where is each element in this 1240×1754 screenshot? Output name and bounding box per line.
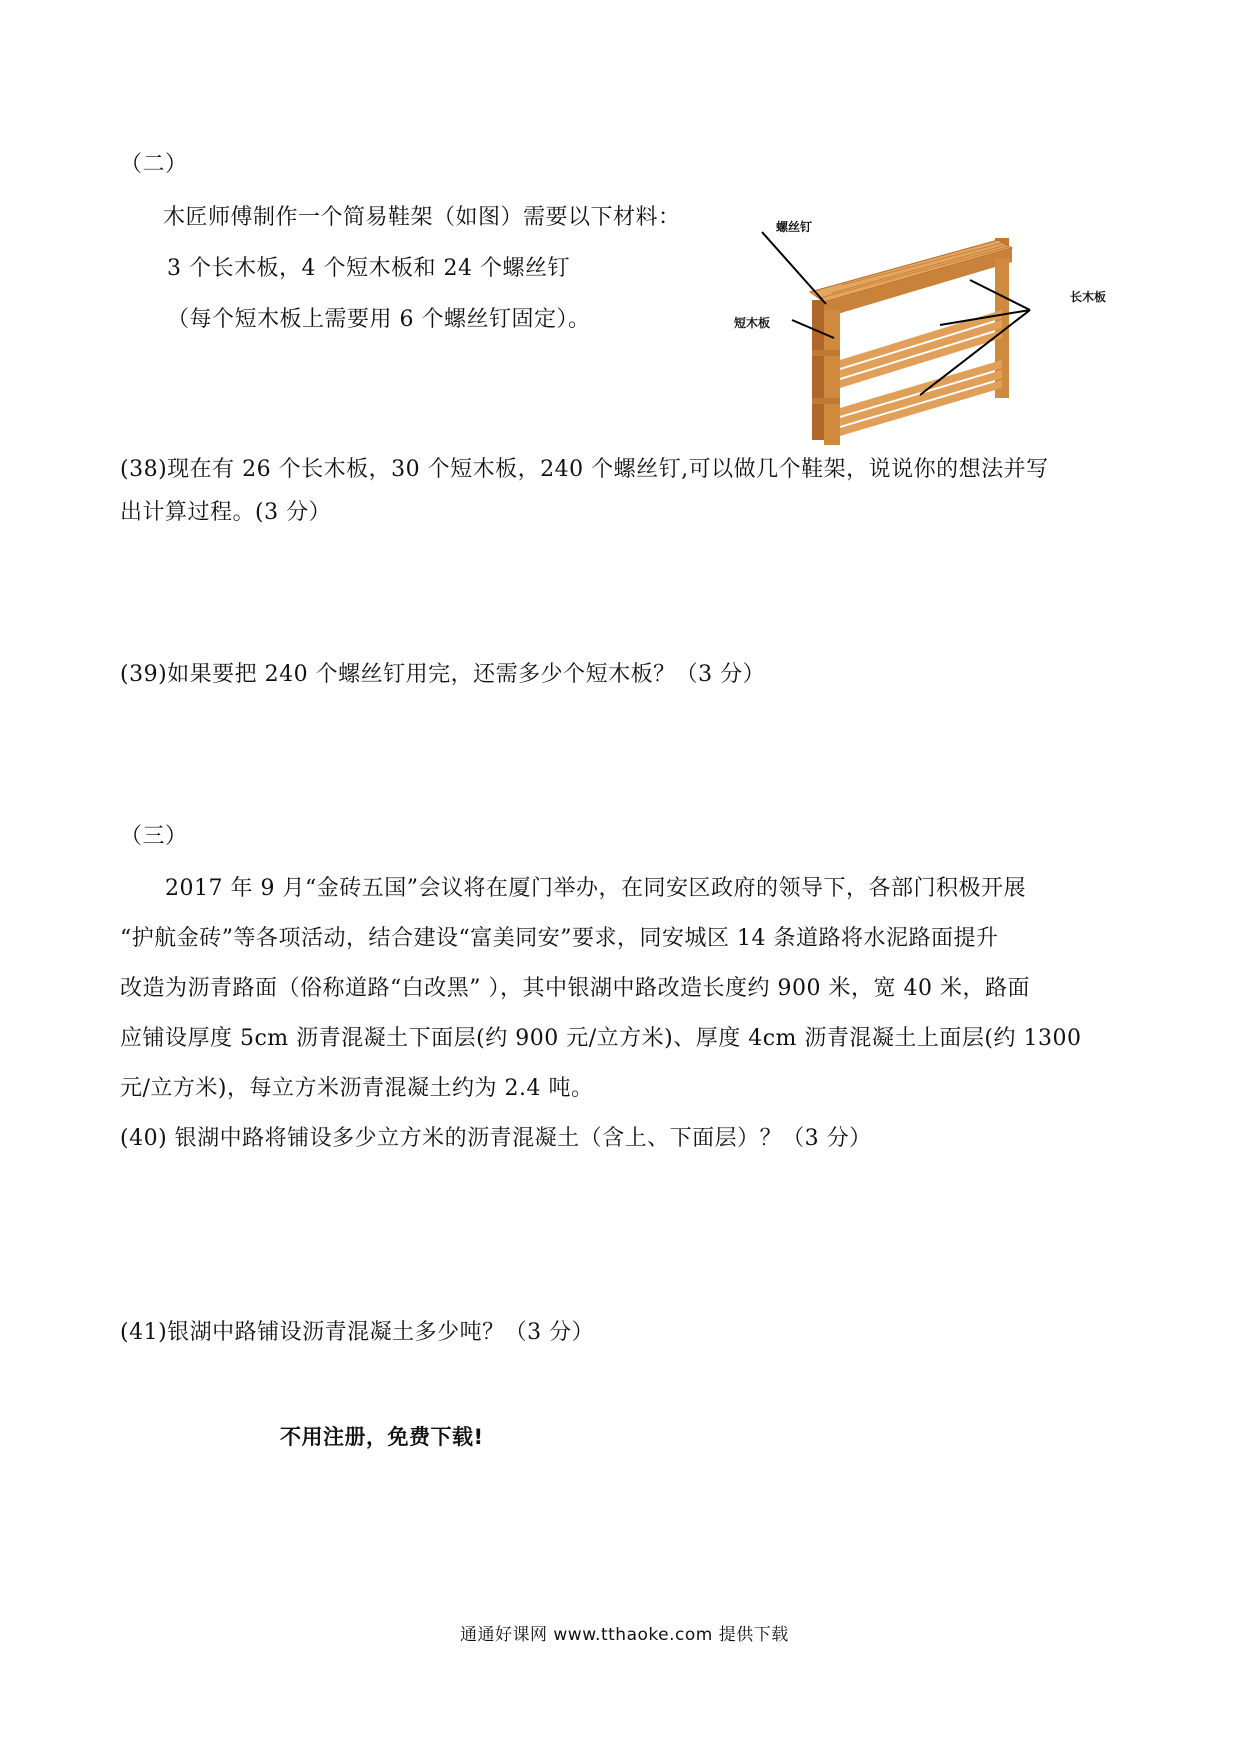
page-footer: 通通好课网 www.tthaoke.com 提供下载 xyxy=(460,1625,789,1645)
shoe-rack-illustration xyxy=(740,210,1120,450)
shoe-rack-figure xyxy=(734,210,1120,450)
question-38-line1: (38)现在有 26 个长木板，30 个短木板，240 个螺丝钉,可以做几个鞋架，说说你的想法并写 xyxy=(120,457,1049,482)
question-41: (41)银湖中路铺设沥青混凝土多少吨？（3 分） xyxy=(120,1320,595,1345)
label-short-board: 短木板 xyxy=(734,316,771,330)
question-38-line2: 出计算过程。(3 分） xyxy=(120,500,332,525)
section3-paragraph-line3: 改造为沥青路面（俗称道路“白改黑” ），其中银湖中路改造长度约 900 米，宽 40 米，路面 xyxy=(120,976,1030,1001)
label-screw: 螺丝钉 xyxy=(776,220,813,234)
section2-materials: 3 个长木板，4 个短木板和 24 个螺丝钉 xyxy=(167,256,570,281)
section3-paragraph-line5: 元/立方米)，每立方米沥青混凝土约为 2.4 吨。 xyxy=(120,1076,594,1101)
section3-paragraph-line4: 应铺设厚度 5cm 沥青混凝土下面层(约 900 元/立方米)、厚度 4cm 沥青混凝土上面层(约 1300 xyxy=(120,1026,1082,1051)
label-long-board: 长木板 xyxy=(1070,290,1107,304)
section3-heading: （三） xyxy=(120,824,188,849)
section3-paragraph-line2: “护航金砖”等各项活动，结合建设“富美同安”要求，同安城区 14 条道路将水泥路面提升 xyxy=(120,926,999,951)
question-39: (39)如果要把 240 个螺丝钉用完，还需多少个短木板？（3 分） xyxy=(120,662,766,687)
promo-text: 不用注册，免费下载! xyxy=(280,1425,484,1449)
section2-heading: （二） xyxy=(120,152,188,177)
section2-note: （每个短木板上需要用 6 个螺丝钉固定）。 xyxy=(167,307,591,332)
question-40: (40) 银湖中路将铺设多少立方米的沥青混凝土（含上、下面层）？（3 分） xyxy=(120,1126,872,1151)
section2-intro: 木匠师傅制作一个简易鞋架（如图）需要以下材料： xyxy=(163,205,681,230)
section3-paragraph-line1: 2017 年 9 月“金砖五国”会议将在厦门举办，在同安区政府的领导下，各部门积极开展 xyxy=(165,876,1026,901)
